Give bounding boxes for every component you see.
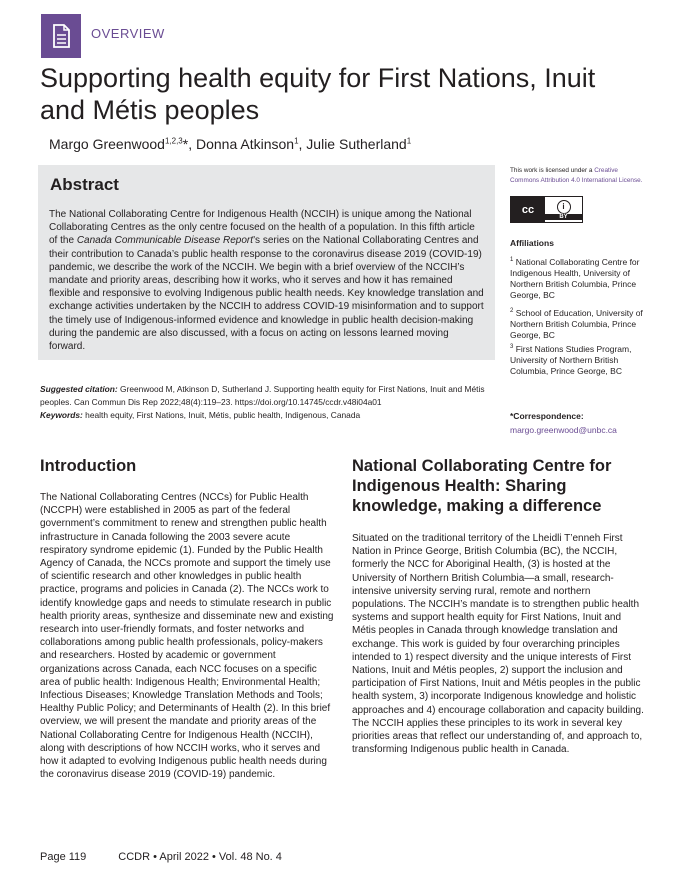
affiliations-heading: Affiliations [510,238,554,248]
introduction-section [40,456,335,781]
introduction-text: The National Collaborating Centres (NCCs) for Public Health (NCCPH) were established in 2005 as part of the federal government’s commitment to renew and strengthen public health infrastructure in Canada following the 2003 severe acute respiratory syndrome epidemic (1). Funded by the Public Health Agency of Canada, the NCCs promote and support the timely use of scientific research and other knowledges in public health practice, programs and policies in Canada (2). The NCCs work to identify knowledge gaps and needs to stimulate research in public health priority areas, synthesize and disseminate new and existing research into user-friendly formats, and foster networks and collaborations among public health professionals, policy-makers and researchers. Hosted by academic or government organizations across Canada, each NCC focuses on a specific area of public health: Indigenous Health; Environmental Health; Infectious Diseases; Knowledge Translation Methods and Tools; Healthy Public Policy; and Determinants of Health (2). In this brief overview, we will present the mandate and priority areas of the National Collaborating Centre for Indigenous Health (NCCIH), along with descriptions of how NCCIH works, who it serves and how it adapted to evolving Indigenous public health needs during the coronavirus disease 2019 (COVID-19) pandemic. [40,492,334,781]
citation-text: Greenwood M, Atkinson D, Sutherland J. Supporting health equity for First Nations, Inuit and Métis peoples. Can Commun Dis Rep 2022;48(4):119–23. https://doi.org/10.14745/ccdr.v48i04a01 [40,384,485,407]
author: Donna Atkinson$^1$, [195,136,307,152]
section-label: OVERVIEW [91,26,165,41]
article-title: Supporting health equity for First Nations, Inuit and Métis peoples [40,63,596,125]
author: Margo Greenwood$^{1,2,3}$*, [49,136,196,152]
license-notice: This work is licensed under a Creative Commons Attribution 4.0 International License. [510,167,643,184]
citation-block [40,383,495,422]
page-number: Page 119 [40,851,87,863]
journal-info: CCDR • April 2022 • Vol. 48 No. 4 [118,851,282,863]
author: Julie Sutherland$^1$ [306,136,412,152]
keywords-label: Keywords: [40,410,83,420]
nccih-section [352,456,647,756]
document-icon [41,14,81,58]
page-footer [40,851,314,863]
abstract-text: The National Collaborating Centre for Indigenous Health (NCCIH) is unique among the National Collaborating Centres as the only centre focused on the health of a population. In this fifth article of the Canada Communicable Disease Report’s series on the National Collaborating Centres and their contribution to Canada’s public health response to the coronavirus disease 2019 (COVID-19) pandemic, we describe the work of the NCCIH. We begin with a brief overview of the NCCIH’s mandate and priority areas, describing how it works, who it serves and how it has remained flexible and responsive to evolving Indigenous public health needs. Key knowledge translation and exchange activities undertaken by the NCCIH to address COVID-19 misinformation and to support the timely use of Indigenous-informed evidence and knowledge in public health decision-making during the pandemic are also discussed, with a focus on acting on lessons learned moving forward. [49,209,484,353]
correspondence-email[interactable]: margo.greenwood@unbc.ca [510,425,617,435]
correspondence-heading: *Correspondence: [510,411,584,421]
affiliation-item: $^3$ First Nations Studies Program, University of Northern British Columbia, Prince George, BC [510,343,632,376]
citation-label: Suggested citation: [40,384,118,394]
license-link[interactable]: Creative Commons Attribution 4.0 International License. [510,167,643,184]
author-list [49,136,411,152]
introduction-heading: Introduction [40,457,137,475]
nccih-heading: National Collaborating Centre for Indigenous Health: Sharing knowledge, making a difference [352,457,612,515]
affiliation-item: $^1$ National Collaborating Centre for Indigenous Health, University of Northern British Columbia, Prince George, BC [510,256,640,300]
keywords-text: health equity, First Nations, Inuit, Métis, public health, Indigenous, Canada [82,410,361,420]
abstract-heading: Abstract [50,175,119,194]
cc-by-label: BY [545,214,582,220]
affiliation-item: $^2$ School of Education, University of Northern British Columbia, Prince George, BC [510,307,643,340]
attribution-icon: i [557,200,571,214]
cc-icon: cc [511,197,545,222]
nccih-text: Situated on the traditional territory of the Lheidli T’enneh First Nation in Prince George, British Columbia (BC), the NCCIH, formerly the NCC for Aboriginal Health, (3) is hosted at the University of Northern British Columbia—a small, research-intensive university serving rural, remote and northern populations. The NCCIH’s mandate is to strengthen public health systems and support health equity for First Nations, Inuit and Métis peoples in Canada through knowledge translation and exchange. This work is guided by four overarching principles intended to 1) respect diversity and the unique interests of First Nations, Inuit and Métis peoples, 2) support the inclusion and participation of First Nations, Inuit and Métis peoples in the public health system, 3) incorporate Indigenous knowledge and holistic approaches and 4) encourage collaboration and capacity building. The NCCIH applies these principles to its work in several key priorities areas that reflect our understanding of, and approach to, transforming Indigenous public health in Canada. [352,533,644,756]
cc-by-badge[interactable] [510,196,583,223]
